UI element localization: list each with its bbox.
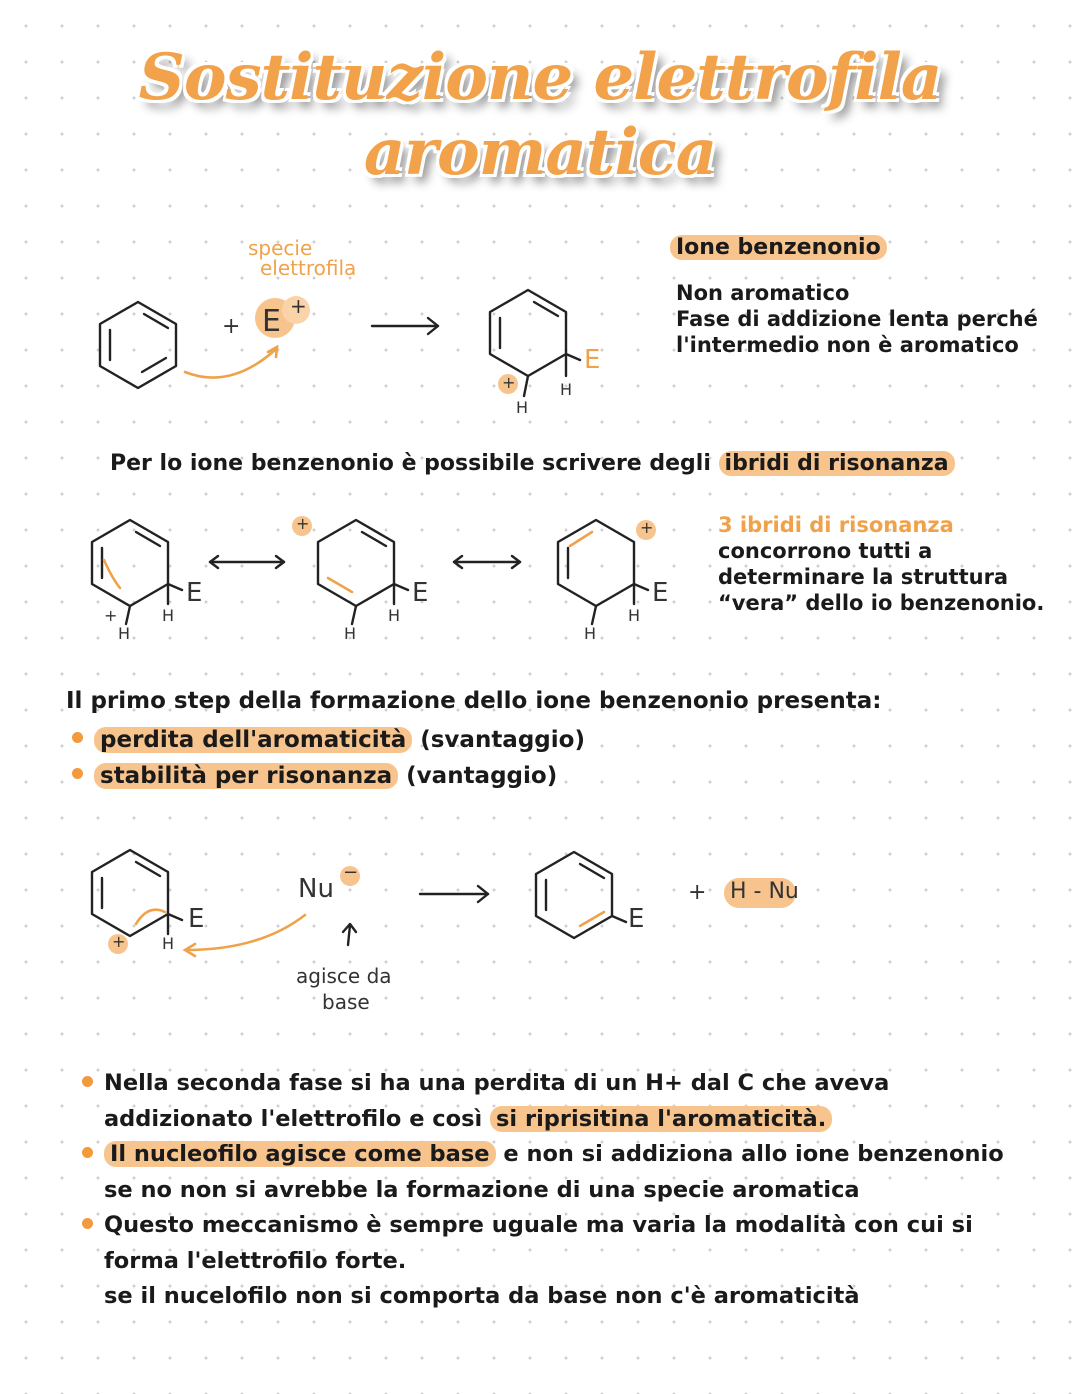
res2-E: E <box>412 578 429 608</box>
res2-charge: + <box>296 514 310 533</box>
product-h1: H <box>516 398 529 417</box>
product-electrophile: E <box>584 345 601 375</box>
electrophile-charge: + <box>290 294 307 318</box>
res2-h2: H <box>388 606 401 625</box>
product-charge: + <box>502 373 516 392</box>
first-step-intro: Il primo step della formazione dello ione benzenonio presenta: <box>66 688 882 714</box>
first-step-list <box>72 722 585 794</box>
plus-sign: + <box>222 314 241 339</box>
benzenonio-line2: Fase di addizione lenta perché <box>676 307 1038 331</box>
resonance-note-line4: “vera” dello io benzenonio. <box>718 591 1045 615</box>
r2-plus: + <box>688 880 707 905</box>
resonance-intro <box>110 450 955 477</box>
res3-charge: + <box>640 518 654 537</box>
first-step-item: perdita dell'aromaticità (svantaggio) <box>72 722 585 758</box>
resonance-note-line2: concorrono tutti a <box>718 539 933 563</box>
res3-h2: H <box>628 606 641 625</box>
res1-E: E <box>186 578 203 608</box>
first-step-item: stabilità per risonanza (vantaggio) <box>72 758 585 794</box>
electrophile-note-line2: elettrofila <box>260 256 357 280</box>
res3-E: E <box>652 578 669 608</box>
r2-product-E: E <box>628 904 645 934</box>
r2-charge: + <box>112 932 126 951</box>
benzene-ring <box>100 302 176 388</box>
electrophile-note-line1: specie <box>248 236 313 260</box>
resonance-note <box>718 512 1044 616</box>
resonance-intro-text: Per lo ione benzenonio è possibile scrivere degli <box>110 451 711 476</box>
res1-h1: H <box>118 624 131 643</box>
base-note-line1: agisce da <box>296 964 392 988</box>
r2-h: H <box>162 934 175 953</box>
benzenonio-description <box>676 280 1038 358</box>
conclusion-item: Nella seconda fase si ha una perdita di un H+ dal C che aveva addizionato l'elettrofilo e così si riprisitina l'aromaticità. <box>82 1066 1042 1137</box>
resonance-intro-highlight: ibridi di risonanza <box>719 451 955 476</box>
benzenonio-heading: Ione benzenonio <box>670 234 887 261</box>
resonance-note-line1: 3 ibridi di risonanza <box>718 513 954 537</box>
page-title: Sostituzione elettrofila aromatica <box>138 40 942 190</box>
conclusions-list <box>82 1066 1042 1315</box>
substituted-benzene <box>536 852 626 938</box>
nucleophile: Nu <box>298 874 334 904</box>
res2-h1: H <box>344 624 357 643</box>
curved-arrow-1 <box>185 350 275 378</box>
r2-E: E <box>188 904 205 934</box>
res1-charge: + <box>104 606 118 625</box>
nucleophile-charge: − <box>343 862 359 883</box>
conclusion-item: Questo meccanismo è sempre uguale ma varia la modalità con cui si forma l'elettrofilo forte. se il nucelofilo non si comporta da base non c'è aromaticità <box>82 1208 1042 1315</box>
benzenonio-line3: l'intermedio non è aromatico <box>676 333 1019 357</box>
benzenonio-line1: Non aromatico <box>676 281 850 305</box>
benzenonium-ring-2 <box>92 850 182 936</box>
byproduct: H - Nu <box>730 879 799 904</box>
conclusion-item: Il nucleofilo agisce come base e non si addiziona allo ione benzenonio se no non si avrebbe la formazione di una specie aromatica <box>82 1137 1042 1208</box>
base-note-line2: base <box>322 990 370 1014</box>
res3-h1: H <box>584 624 597 643</box>
res1-h2: H <box>162 606 175 625</box>
product-h2: H <box>560 380 573 399</box>
resonance-note-line3: determinare la struttura <box>718 565 1009 589</box>
electrophile-symbol: E <box>262 304 281 339</box>
